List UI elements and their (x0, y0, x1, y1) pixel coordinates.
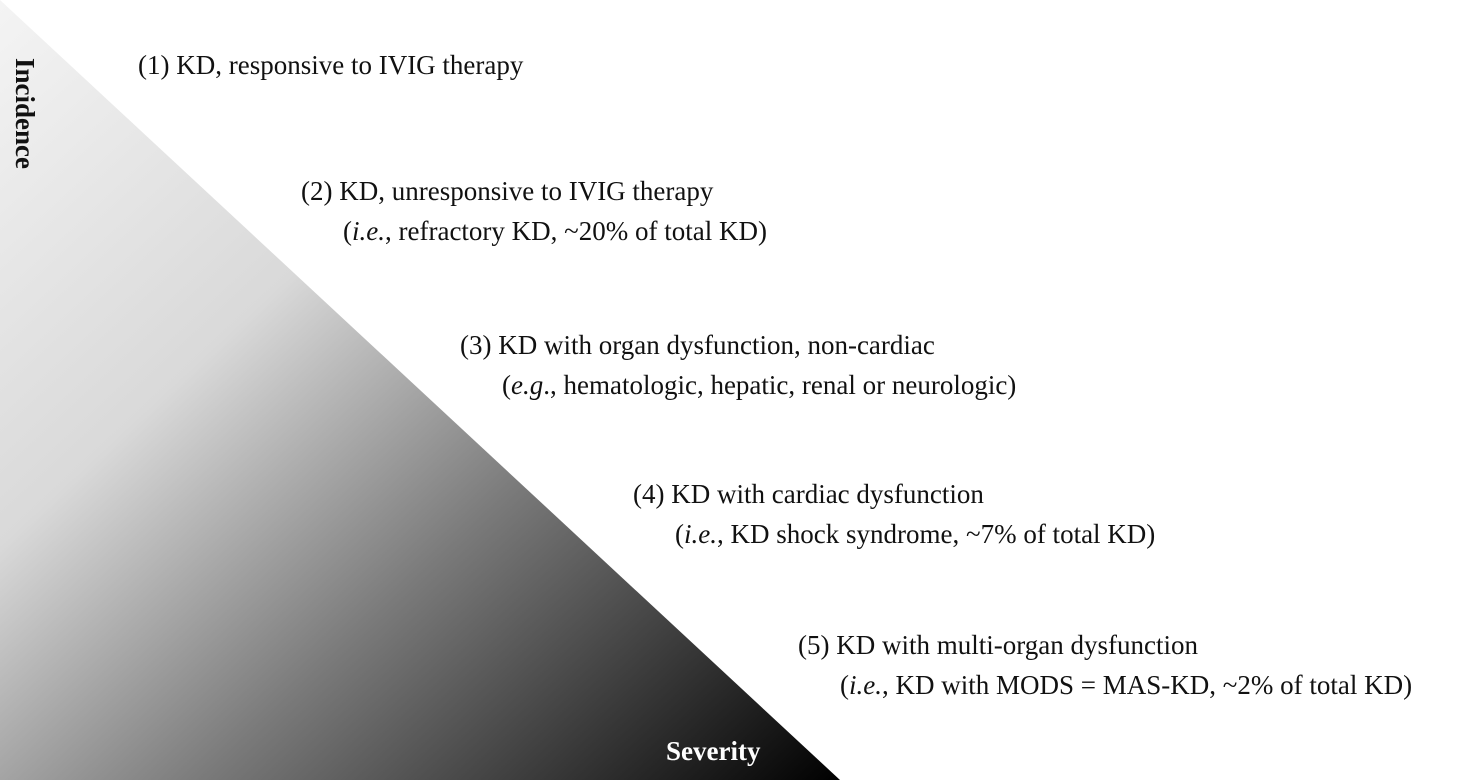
level-2-main: (2) KD, unresponsive to IVIG therapy (301, 176, 714, 206)
level-5-sub: (i.e., KD with MODS = MAS-KD, ~2% of total KD) (840, 670, 1413, 700)
level-4-text (633, 474, 1155, 554)
level-5-text (798, 625, 1412, 705)
incidence-axis-label: Incidence (10, 58, 40, 169)
level-1-text (138, 45, 523, 85)
level-1-main: (1) KD, responsive to IVIG therapy (138, 50, 524, 80)
level-3-main: (3) KD with organ dysfunction, non-cardiac (460, 330, 935, 360)
level-2-text (301, 171, 767, 251)
severity-axis-label: Severity (666, 736, 761, 766)
level-2-sub: (i.e., refractory KD, ~20% of total KD) (343, 216, 767, 246)
level-4-main: (4) KD with cardiac dysfunction (633, 479, 984, 509)
level-3-text (460, 325, 1016, 405)
level-3-sub: (e.g., hematologic, hepatic, renal or neurologic) (502, 370, 1017, 400)
level-5-main: (5) KD with multi-organ dysfunction (798, 630, 1198, 660)
level-4-sub: (i.e., KD shock syndrome, ~7% of total KD) (675, 519, 1156, 549)
